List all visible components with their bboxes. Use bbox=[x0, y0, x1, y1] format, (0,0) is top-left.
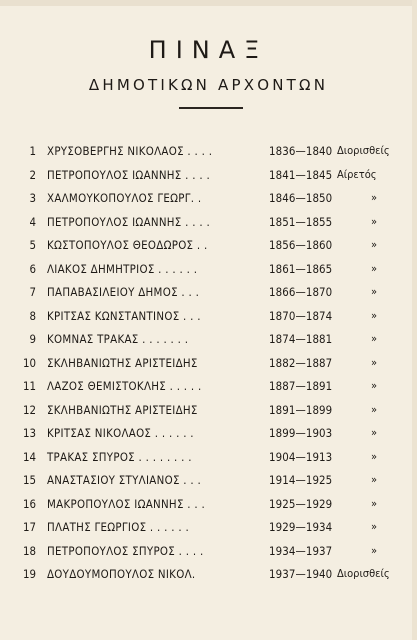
entry-number: 4 bbox=[29, 214, 36, 229]
entry-note: » bbox=[371, 402, 378, 416]
entry-name: ΠΕΤΡΟΠΟΥΛΟΣ ΙΩΑΝΝΗΣ . . . . bbox=[47, 214, 211, 229]
entry-years: 1887—1891 bbox=[269, 379, 333, 393]
entry-years: 1899—1903 bbox=[269, 426, 333, 440]
entry-years: 1836—1840 bbox=[269, 144, 333, 158]
entry-note: » bbox=[371, 473, 378, 486]
entry-number: 13 bbox=[22, 426, 36, 440]
list-item bbox=[0, 305, 417, 329]
list-item bbox=[0, 540, 417, 564]
entry-years: 1891—1899 bbox=[269, 402, 333, 417]
entry-name: ΔΟΥΔΟΥΜΟΠΟΥΛΟΣ ΝΙΚΟΛ. bbox=[47, 567, 196, 581]
entry-years: 1874—1881 bbox=[269, 332, 333, 346]
entry-name: ΧΑΛΜΟΥΚΟΠΟΥΛΟΣ ΓΕΩΡΓ. . bbox=[47, 191, 202, 205]
entry-name: ΠΕΤΡΟΠΟΥΛΟΣ ΙΩΑΝΝΗΣ . . . . bbox=[47, 167, 211, 182]
page-subtitle: ΔΗΜΟΤΙΚΩΝ ΑΡΧΟΝΤΩΝ bbox=[88, 76, 329, 94]
entry-note: » bbox=[371, 214, 378, 228]
entry-name: ΧΡΥΣΟΒΕΡΓΗΣ ΝΙΚΟΛΑΟΣ . . . . bbox=[47, 144, 213, 158]
entry-note: » bbox=[371, 355, 378, 369]
entry-note: » bbox=[371, 238, 378, 251]
entry-number: 6 bbox=[29, 261, 36, 276]
list-item bbox=[0, 399, 417, 423]
entry-number: 7 bbox=[29, 285, 36, 299]
entry-name: ΚΡΙΤΣΑΣ ΝΙΚΟΛΑΟΣ . . . . . . bbox=[47, 426, 194, 440]
list-item bbox=[0, 211, 417, 235]
list-item bbox=[0, 164, 417, 188]
entry-number: 18 bbox=[22, 543, 36, 558]
entry-note: » bbox=[371, 449, 378, 463]
entry-years: 1851—1855 bbox=[269, 214, 333, 229]
entry-name: ΚΩΣΤΟΠΟΥΛΟΣ ΘΕΟΔΩΡΟΣ . . bbox=[47, 238, 208, 252]
entry-number: 19 bbox=[22, 567, 36, 581]
entry-years: 1882—1887 bbox=[269, 355, 333, 370]
entry-note: » bbox=[371, 261, 378, 275]
entry-name: ΤΡΑΚΑΣ ΣΠΥΡΟΣ . . . . . . . . bbox=[47, 449, 192, 464]
entry-years: 1925—1929 bbox=[269, 496, 333, 511]
list-item bbox=[0, 563, 417, 587]
entry-name: ΣΚΛΗΒΑΝΙΩΤΗΣ ΑΡΙΣΤΕΙΔΗΣ bbox=[47, 355, 198, 370]
entry-note: Διορισθείς bbox=[337, 144, 390, 157]
entry-name: ΛΑΖΟΣ ΘΕΜΙΣΤΟΚΛΗΣ . . . . . bbox=[47, 379, 202, 393]
entry-number: 3 bbox=[29, 191, 36, 205]
entry-number: 1 bbox=[29, 144, 36, 158]
entry-note: » bbox=[371, 496, 378, 510]
entry-note: » bbox=[371, 308, 378, 322]
entry-note: » bbox=[371, 332, 378, 345]
entry-note: Αίρετός bbox=[337, 167, 377, 181]
entry-name: ΛΙΑΚΟΣ ΔΗΜΗΤΡΙΟΣ . . . . . . bbox=[47, 261, 198, 276]
entry-number: 15 bbox=[22, 473, 36, 487]
entry-name: ΠΕΤΡΟΠΟΥΛΟΣ ΣΠΥΡΟΣ . . . . bbox=[47, 543, 204, 558]
entry-years: 1914—1925 bbox=[269, 473, 333, 487]
list-item bbox=[0, 516, 417, 540]
entry-name: ΜΑΚΡΟΠΟΥΛΟΣ ΙΩΑΝΝΗΣ . . . bbox=[47, 496, 206, 511]
list-item bbox=[0, 258, 417, 282]
entry-number: 16 bbox=[22, 496, 36, 511]
entry-number: 8 bbox=[29, 308, 36, 323]
entry-number: 12 bbox=[22, 402, 36, 417]
entry-number: 9 bbox=[29, 332, 36, 346]
entry-years: 1870—1874 bbox=[269, 308, 333, 323]
entry-years: 1934—1937 bbox=[269, 543, 333, 558]
entry-name: ΑΝΑΣΤΑΣΙΟΥ ΣΤΥΛΙΑΝΟΣ . . . bbox=[47, 473, 202, 487]
entry-note: » bbox=[371, 543, 378, 557]
entry-name: ΚΡΙΤΣΑΣ ΚΩΝΣΤΑΝΤΙΝΟΣ . . . bbox=[47, 308, 201, 323]
entry-number: 17 bbox=[22, 520, 36, 534]
entry-years: 1937—1940 bbox=[269, 567, 333, 581]
entry-note: Διορισθείς bbox=[337, 567, 390, 580]
entry-note: » bbox=[371, 426, 378, 439]
list-item bbox=[0, 375, 417, 399]
entry-number: 10 bbox=[22, 355, 36, 370]
entry-name: ΚΟΜΝΑΣ ΤΡΑΚΑΣ . . . . . . . bbox=[47, 332, 189, 346]
list-item bbox=[0, 352, 417, 376]
entry-years: 1846—1850 bbox=[269, 191, 333, 205]
mayors-list bbox=[0, 140, 417, 587]
list-item bbox=[0, 446, 417, 470]
entry-years: 1841—1845 bbox=[269, 167, 333, 182]
list-item bbox=[0, 328, 417, 352]
entry-years: 1904—1913 bbox=[269, 449, 333, 464]
page-title: ΠΙΝΑΞ bbox=[148, 36, 269, 64]
entry-name: ΠΛΑΤΗΣ ΓΕΩΡΓΙΟΣ . . . . . . bbox=[47, 520, 190, 534]
entry-note: » bbox=[371, 379, 378, 392]
entry-note: » bbox=[371, 191, 378, 204]
list-item bbox=[0, 281, 417, 305]
entry-years: 1856—1860 bbox=[269, 238, 333, 252]
entry-note: » bbox=[371, 285, 378, 298]
list-item bbox=[0, 422, 417, 446]
title-divider bbox=[179, 107, 243, 109]
entry-number: 14 bbox=[22, 449, 36, 464]
entry-name: ΣΚΛΗΒΑΝΙΩΤΗΣ ΑΡΙΣΤΕΙΔΗΣ bbox=[47, 402, 198, 417]
entry-number: 5 bbox=[29, 238, 36, 252]
entry-years: 1866—1870 bbox=[269, 285, 333, 299]
list-item bbox=[0, 140, 417, 164]
entry-years: 1929—1934 bbox=[269, 520, 333, 534]
list-item bbox=[0, 493, 417, 517]
entry-number: 2 bbox=[29, 167, 36, 182]
entry-name: ΠΑΠΑΒΑΣΙΛΕΙΟΥ ΔΗΜΟΣ . . . bbox=[47, 285, 200, 299]
entry-note: » bbox=[371, 520, 378, 533]
list-item bbox=[0, 234, 417, 258]
entry-years: 1861—1865 bbox=[269, 261, 333, 276]
entry-number: 11 bbox=[22, 379, 36, 393]
page-edge-top bbox=[0, 0, 417, 6]
list-item bbox=[0, 187, 417, 211]
list-item bbox=[0, 469, 417, 493]
